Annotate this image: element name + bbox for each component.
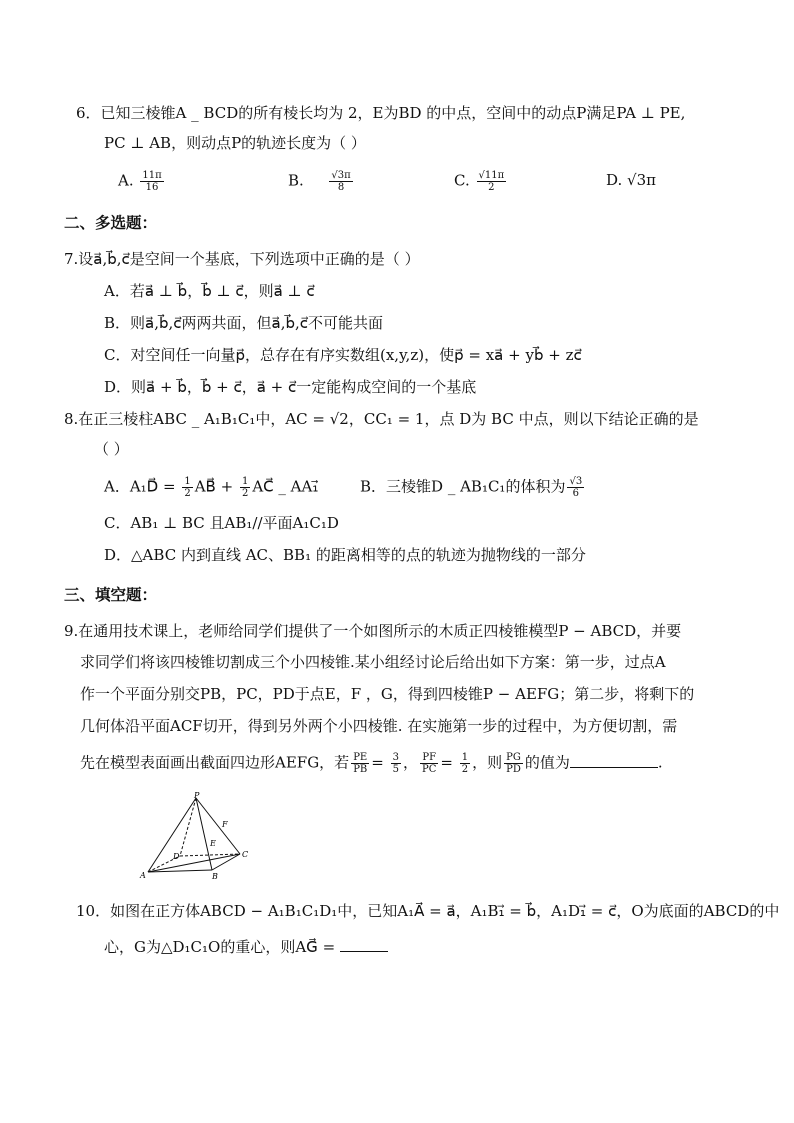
q6-option-b-fraction: $\frac{√3\pi}{8}$ bbox=[331, 170, 351, 193]
q7-option-c: C．对空间任一向量p⃗，总存在有序实数组(x,y,z)，使p⃗ = xa⃗ + yb⃗ + zc⃗ bbox=[104, 346, 582, 364]
q9-line3: 作一个平面分别交PB，PC，PD于点E，F ，G，得到四棱锥P − AEFG；第二步，将剩下的 bbox=[80, 685, 695, 703]
label-B: B bbox=[212, 872, 218, 881]
q7-option-d: D．则a⃗ + b⃗，b⃗ + c⃗，a⃗ + c⃗一定能构成空间的一个基底 bbox=[104, 378, 477, 396]
q6-option-b: B. $\frac{√3\pi}{8}$ bbox=[288, 170, 351, 193]
q9-line2: 求同学们将该四棱锥切割成三个小四棱锥.某小组经讨论后给出如下方案：第一步，过点A bbox=[80, 653, 666, 671]
q10-answer-blank bbox=[340, 951, 388, 952]
q9-line5: 先在模型表面画出截面四边形AEFG，若 $\frac{PE}{PB}$ = $\frac{3}{5}$ ， $\frac{PF}{PC}$ = $\frac{1}{2}$ ，则 $\frac{PG}{PD}$ 的值为 . bbox=[80, 752, 663, 775]
q8-paren: （ ） bbox=[94, 440, 129, 458]
edge-AC bbox=[148, 854, 240, 872]
q6-option-d: D. √3π bbox=[606, 171, 657, 189]
q6-line1: 6．已知三棱锥A _ BCD的所有棱长均为 2，E为BD 的中点，空间中的动点P满足PA ⊥ PE, bbox=[76, 104, 686, 122]
q6-option-a: A. $\frac{11\pi}{16}$ bbox=[118, 170, 162, 193]
q9-line4: 几何体沿平面ACF切开，得到另外两个小四棱锥. 在实施第一步的过程中，为方便切割，需 bbox=[80, 717, 678, 735]
pyramid-figure bbox=[136, 792, 266, 882]
q6-option-c: C. $\frac{√11\pi}{2}$ bbox=[454, 170, 505, 193]
q6-option-c-fraction: $\frac{√11\pi}{2}$ bbox=[478, 170, 505, 193]
label-F: F bbox=[222, 820, 228, 829]
q8-stem: 8.在正三棱柱ABC _ A₁B₁C₁中，AC = √2，CC₁ = 1，点 D为 BC 中点，则以下结论正确的是 bbox=[64, 410, 699, 428]
q8-option-d: D．△ABC 内到直线 AC、BB₁ 的距离相等的点的轨迹为抛物线的一部分 bbox=[104, 546, 586, 564]
q7-option-b: B．则a⃗,b⃗,c⃗两两共面，但a⃗,b⃗,c⃗不可能共面 bbox=[104, 314, 384, 332]
edge-PD bbox=[180, 798, 196, 856]
section-heading-fill: 三、填空题： bbox=[64, 586, 158, 604]
section-heading-multi: 二、多选题： bbox=[64, 214, 158, 232]
label-E: E bbox=[210, 839, 216, 848]
q6-option-a-fraction: $\frac{11\pi}{16}$ bbox=[142, 170, 162, 193]
q10-line1: 10．如图在正方体ABCD − A₁B₁C₁D₁中，已知A₁A⃗ = a⃗，A₁B₁⃗ = b⃗，A₁D₁⃗ = c⃗，O为底面的ABCD的中 bbox=[76, 902, 780, 920]
q8-option-a: A．A₁D⃗ = $\frac{1}{2}$ AB⃗ + $\frac{1}{2}$ AC⃗ _ AA₁⃗ bbox=[104, 476, 319, 499]
label-C: C bbox=[242, 850, 249, 859]
label-D: D bbox=[173, 852, 180, 861]
q6-line2: PC ⊥ AB，则动点P的轨迹长度为（ ） bbox=[104, 134, 366, 152]
edge-PA bbox=[148, 798, 196, 872]
q8-option-c: C．AB₁ ⊥ BC 且AB₁//平面A₁C₁D bbox=[104, 514, 339, 532]
label-A: A bbox=[140, 871, 146, 880]
q8-option-b: B．三棱锥D _ AB₁C₁的体积为 $\frac{√3}{6}$ bbox=[360, 476, 583, 499]
q9-line1: 9.在通用技术课上，老师给同学们提供了一个如图所示的木质正四棱锥模型P − ABCD，并要 bbox=[64, 622, 682, 640]
q7-stem: 7.设a⃗,b⃗,c⃗是空间一个基底，下列选项中正确的是（ ） bbox=[64, 250, 420, 268]
q7-option-a: A．若a⃗ ⊥ b⃗，b⃗ ⊥ c⃗，则a⃗ ⊥ c⃗ bbox=[104, 282, 315, 300]
q9-answer-blank bbox=[570, 767, 658, 768]
label-P: P bbox=[194, 792, 200, 800]
q10-line2: 心，G为△D₁C₁O的重心，则AG⃗ = bbox=[104, 937, 388, 957]
